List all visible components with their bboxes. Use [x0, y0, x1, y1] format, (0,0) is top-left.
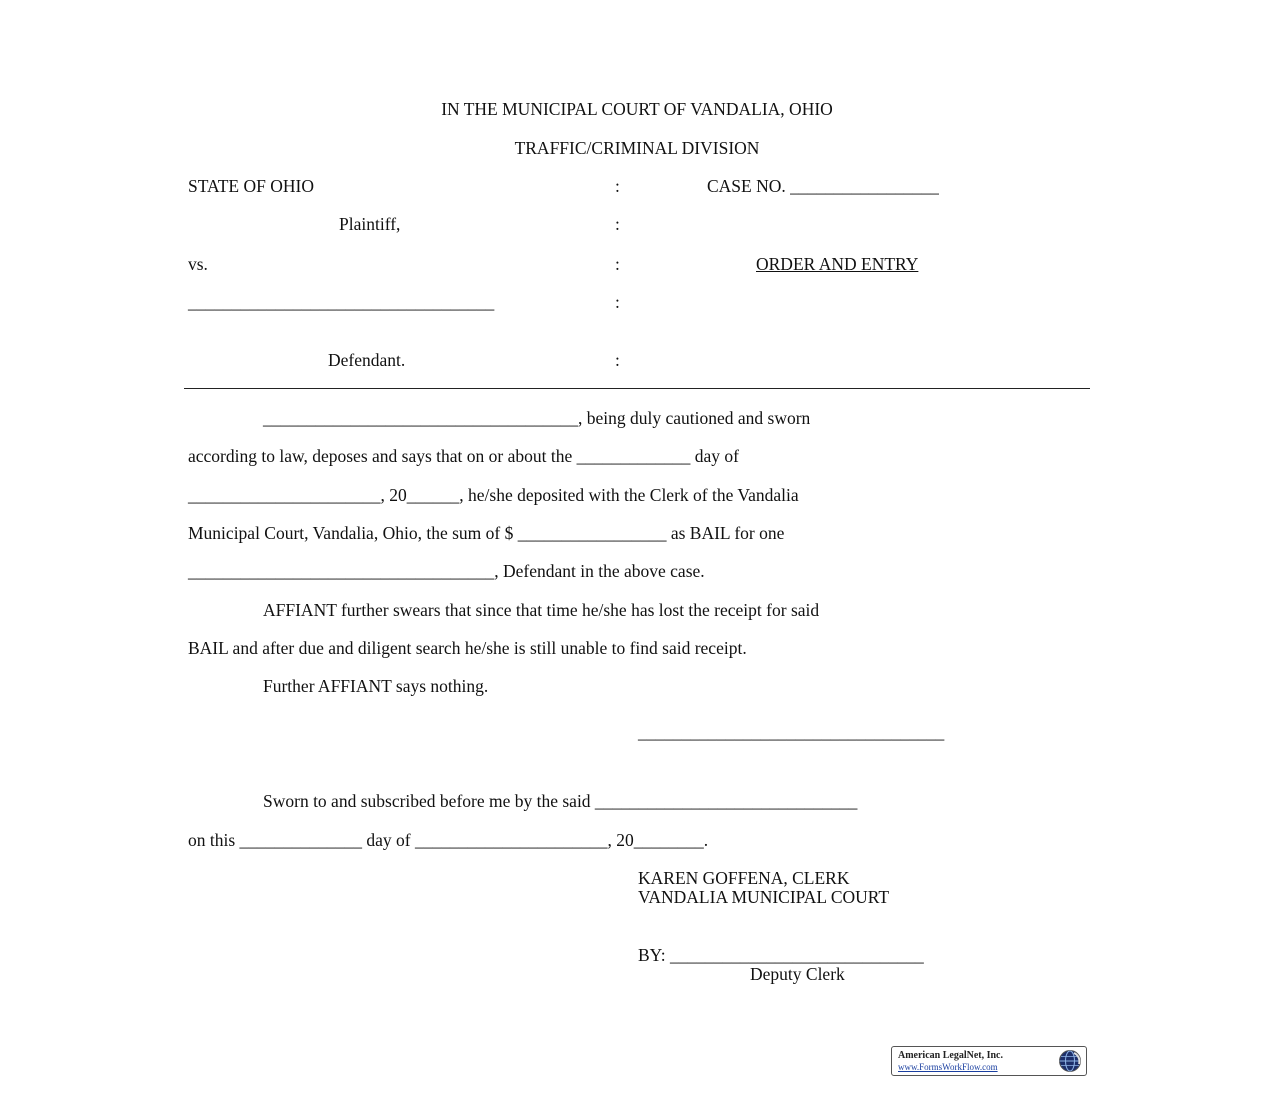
clerk-title: Deputy Clerk [750, 964, 845, 984]
body-line[interactable]: ______________________, 20______, he/she deposited with the Clerk of the Vandalia [188, 485, 799, 505]
caption-colon: : [615, 254, 620, 274]
body-line: BAIL and after due and diligent search he/she is still unable to find said receipt. [188, 638, 747, 658]
body-line: Further AFFIANT says nothing. [263, 676, 489, 696]
division-title: TRAFFIC/CRIMINAL DIVISION [514, 138, 760, 158]
body-line[interactable]: Municipal Court, Vandalia, Ohio, the sum of $ _________________ as BAIL for one [188, 523, 785, 543]
badge-url[interactable]: www.FormsWorkFlow.com [898, 1062, 998, 1072]
caption-plaintiff: Plaintiff, [339, 214, 401, 234]
caption-colon: : [615, 292, 620, 312]
page-title: IN THE MUNICIPAL COURT OF VANDALIA, OHIO [441, 99, 833, 119]
body-line: AFFIANT further swears that since that time he/she has lost the receipt for said [263, 600, 820, 620]
footer-badge[interactable] [891, 1046, 1087, 1076]
caption-colon: : [615, 176, 620, 196]
caption-defendant-blank[interactable]: ___________________________________ [188, 292, 495, 312]
order-title: ORDER AND ENTRY [756, 254, 919, 274]
clerk-signature-line[interactable]: BY: _____________________________ [638, 945, 924, 965]
caption-state: STATE OF OHIO [188, 176, 314, 196]
jurat-line[interactable]: on this ______________ day of ______________________, 20________. [188, 830, 709, 850]
affiant-signature-line[interactable]: ___________________________________ [638, 722, 945, 742]
globe-logo-icon [1058, 1049, 1082, 1073]
body-line[interactable]: ____________________________________, being duly cautioned and sworn [263, 408, 811, 428]
clerk-court: VANDALIA MUNICIPAL COURT [638, 887, 890, 907]
caption-divider [184, 388, 1090, 389]
caption-vs: vs. [188, 254, 208, 274]
body-line[interactable]: according to law, deposes and says that on or about the _____________ day of [188, 446, 739, 466]
caption-defendant: Defendant. [328, 350, 406, 370]
case-number[interactable]: CASE NO. _________________ [707, 176, 939, 196]
clerk-name: KAREN GOFFENA, CLERK [638, 868, 850, 888]
body-line[interactable]: ___________________________________, Defendant in the above case. [188, 561, 705, 581]
caption-colon: : [615, 350, 620, 370]
caption-colon: : [615, 214, 620, 234]
jurat-line[interactable]: Sworn to and subscribed before me by the said ______________________________ [263, 791, 858, 811]
badge-company: American LegalNet, Inc. [898, 1050, 1003, 1061]
